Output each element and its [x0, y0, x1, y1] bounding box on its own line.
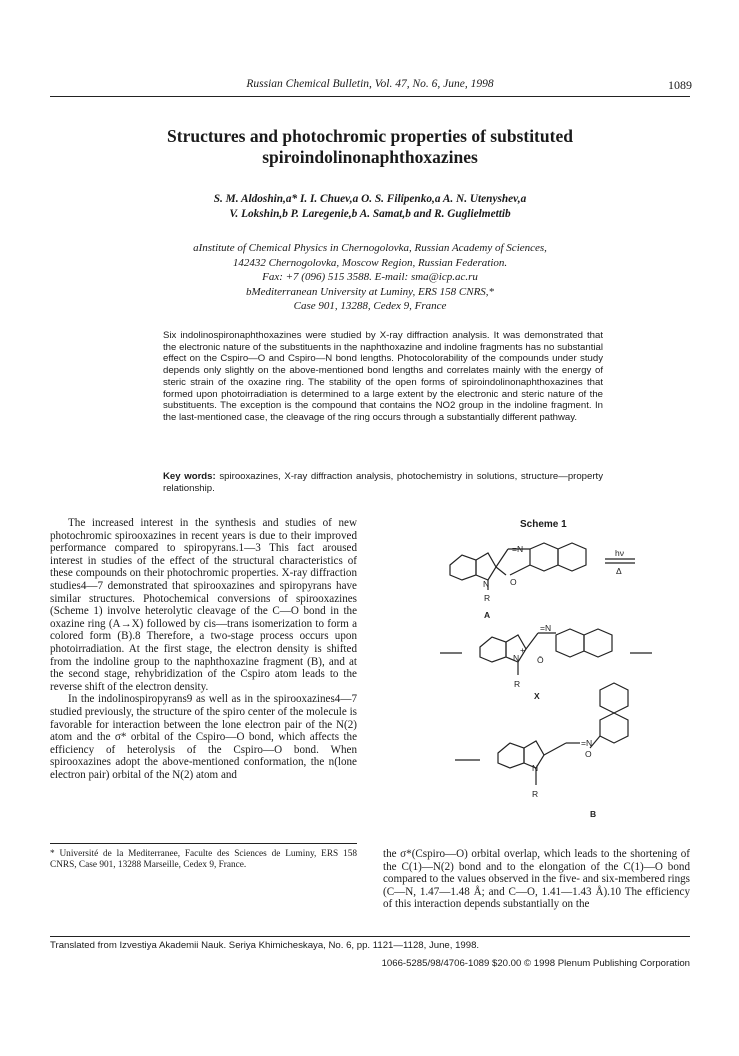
affiliation-line: aInstitute of Chemical Physics in Chernogolovka, Russian Academy of Sciences, — [193, 242, 547, 254]
scheme-label-b: B — [590, 809, 597, 819]
affiliations — [80, 241, 660, 314]
keywords-text: spirooxazines, X-ray diffraction analysis, photochemistry in solutions, structure—property relationship. — [163, 471, 604, 494]
scheme-atom-r: R — [532, 789, 539, 799]
scheme-atom-o: O — [585, 749, 592, 759]
footnote-rule — [50, 843, 357, 844]
body-column-right: the σ*(Cspiro—O) orbital overlap, which leads to the shortening of the C(1)—N(2) bond and to the elongation of the C(1)—O bond compared to the values observed in the five- and six-membered rings (C—N, 1.47—1.48 Å; and C—O, 1.41—1.43 Å).10 The efficiency of this interaction depends substantially on the — [383, 848, 690, 911]
scheme-title: Scheme 1 — [520, 519, 567, 530]
scheme-atom-o-minus: Ō — [537, 655, 544, 665]
scheme-label-x: X — [534, 691, 540, 701]
scheme-label-a: A — [484, 610, 491, 620]
running-header: Russian Chemical Bulletin, Vol. 47, No. 6, June, 1998 — [246, 78, 494, 90]
header-rule — [50, 96, 690, 97]
footer-rule — [50, 936, 690, 937]
article-title: Structures and photochromic properties of substituted spiroindolinonaphthoxazines — [167, 126, 573, 167]
scheme-hv: hν — [615, 548, 624, 558]
author-line: S. M. Aldoshin,a* I. I. Chuev,a O. S. Filipenko,a A. N. Utenyshev,a — [213, 193, 527, 205]
scheme-atom-r: R — [484, 593, 491, 603]
scheme-charge-plus: + — [520, 645, 525, 655]
body-column-left — [50, 517, 357, 781]
affiliation-line: Fax: +7 (096) 515 3588. E-mail: sma@icp.ac.ru — [262, 271, 478, 283]
keywords-label: Key words: — [163, 471, 216, 482]
affiliation-line: 142432 Chernogolovka, Moscow Region, Russian Federation. — [232, 256, 508, 269]
scheme-delta: Δ — [616, 566, 622, 576]
paragraph: The increased interest in the synthesis and studies of new photochromic spirooxazines in recent years is due to their improved performance compared to spiropyrans.1—3 This fact aroused interest in studies of the effect of the structural characteristics of these compounds on their photochromic properties. X-ray diffraction studies4—7 demonstrated that spirooxazines and spiropyrans have similar structures. Photochemical conversions of spirooxazines (Scheme 1) involve heterolytic cleavage of the C—O bond in the oxazine ring (A→X) followed by cis—trans isomerization to form a colored form (B).8 Therefore, a two-stage process occurs upon photoirradiation. At the first stage, the electron density is shifted from the indoline group to the naphthoxazine fragment (B), and at the second stage, rehybridization of the Cspiro atom leads to the reverse shift of the electron density. — [50, 517, 357, 693]
affiliation-line: Case 901, 13288, Cedex 9, France — [293, 300, 447, 312]
author-list — [80, 192, 660, 222]
copyright-line: 1066-5285/98/4706-1089 $20.00 © 1998 Plenum Publishing Corporation — [381, 958, 690, 969]
scheme-atom-n: N — [483, 579, 490, 589]
scheme-1-diagram — [440, 535, 690, 840]
keywords — [163, 471, 603, 495]
abstract: Six indolinospironaphthoxazines were studied by X-ray diffraction analysis. It was demonstrated that the electronic nature of the substituents in the naphthoxazine and indoline fragments has no substantial effect on the Cspiro—O and Cspiro—N bond lengths. Photocolorability of the compounds under study depends only slightly on the above-mentioned bond lengths and correlates mainly with the energy of steric strain of the oxazine ring. The stability of the open forms of spiroindolinonaphthoxazines that formed upon photoirradiation is determined to a large extent by the electronic and steric nature of the substituents. The exception is the compound that contains the NO2 group in the indoline fragment. In the last-mentioned case, the cleavage of the ring occurs through a substantially different pathway. — [163, 330, 603, 423]
affiliation-line: bMediterranean University at Luminy, ERS 158 CNRS,* — [245, 285, 495, 298]
scheme-atom-n: N — [532, 763, 539, 773]
scheme-atom-n: =N — [540, 623, 552, 633]
translation-note: Translated from Izvestiya Akademii Nauk. Seriya Khimicheskaya, No. 6, pp. 1121—1128, June, 1998. — [50, 940, 480, 951]
scheme-atom-o: O — [510, 577, 517, 587]
paragraph: In the indolinospiropyrans9 as well as in the spirooxazines4—7 studied previously, the structure of the spiro center of the molecule is favorable for interaction between the lone electron pair of the N(2) atom and the σ* orbital of the Cspiro—O bond, which affects the efficiency of heterolysis of the Cspiro—O bond. When spirooxazines adopt the above-mentioned conformation, the n(lone electron pair) orbital of the N(2) atom and — [50, 693, 357, 781]
footnote: * Université de la Mediterranee, Faculte des Sciences de Luminy, ERS 158 CNRS, Case 901, 13288 Marseille, Cedex 9, France. — [50, 849, 357, 871]
scheme-atom-n: =N — [581, 738, 593, 748]
scheme-atom-r: R — [514, 679, 521, 689]
page-number: 1089 — [668, 78, 692, 92]
scheme-atom-n: N — [513, 653, 520, 663]
scheme-atom-n: =N — [512, 544, 524, 554]
author-line: V. Lokshin,b P. Laregenie,b A. Samat,b and R. Guglielmettib — [229, 208, 511, 220]
